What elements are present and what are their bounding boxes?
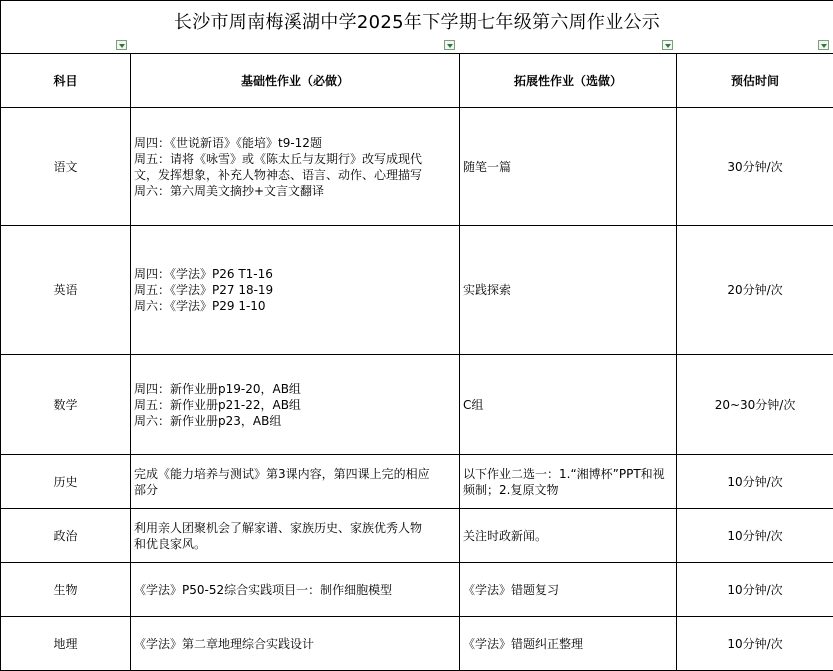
- subject-cell[interactable]: 地理: [1, 617, 131, 671]
- time-cell[interactable]: 10分钟/次: [677, 509, 833, 563]
- basic-cell[interactable]: [131, 563, 460, 617]
- basic-line: 周六：《学法》P29 1-10: [134, 299, 266, 313]
- time-cell[interactable]: 10分钟/次: [677, 455, 833, 509]
- basic-line: 周六：第六周美文摘抄+文言文翻译: [134, 183, 325, 198]
- header-subject[interactable]: 科目: [1, 54, 131, 108]
- extended-cell[interactable]: 关注时政新闻。: [460, 509, 677, 563]
- basic-line: 文，发挥想象，补充人物神态、语言、动作、心理描写: [134, 167, 423, 182]
- page-title: 长沙市周南梅溪湖中学2025年下学期七年级第六周作业公示: [173, 11, 661, 33]
- basic-line: 周四：《世说新语》《能培》t9-12题: [134, 135, 322, 150]
- table-row: [1, 509, 833, 563]
- basic-line: 周六：新作业册p23，AB组: [134, 413, 282, 428]
- header-time[interactable]: 预估时间: [677, 54, 833, 108]
- basic-line: 完成《能力培养与测试》第3课内容，第四课上完的相应: [134, 466, 430, 481]
- basic-line: 部分: [134, 482, 159, 497]
- table-row: [1, 108, 833, 226]
- header-basic[interactable]: 基础性作业（必做）: [131, 54, 460, 108]
- basic-cell[interactable]: [131, 108, 460, 226]
- header-row: [1, 54, 833, 108]
- filter-dropdown-icon[interactable]: [444, 40, 455, 50]
- extended-cell[interactable]: 实践探索: [460, 226, 677, 355]
- basic-line: 周五：《学法》P27 18-19: [134, 283, 274, 297]
- time-cell[interactable]: 20分钟/次: [677, 226, 833, 355]
- table-row: [1, 563, 833, 617]
- basic-line: 周四：《学法》P26 T1-16: [134, 267, 273, 281]
- table-row: [1, 455, 833, 509]
- basic-line: 和优良家风。: [134, 536, 207, 551]
- basic-line: 利用亲人团聚机会了解家谱、家族历史、家族优秀人物: [134, 520, 423, 535]
- table-row: [1, 617, 833, 671]
- extended-cell[interactable]: 以下作业二选一：1.“湘博杯”PPT和视频制；2.复原文物: [460, 455, 677, 509]
- time-cell[interactable]: 10分钟/次: [677, 563, 833, 617]
- extended-cell[interactable]: 《学法》错题复习: [460, 563, 677, 617]
- basic-cell[interactable]: [131, 226, 460, 355]
- basic-line: 周五：新作业册p21-22，AB组: [134, 397, 301, 412]
- basic-cell[interactable]: [131, 617, 460, 671]
- basic-cell[interactable]: [131, 455, 460, 509]
- table-row: [1, 355, 833, 455]
- extended-cell[interactable]: 随笔一篇: [460, 108, 677, 226]
- table-row: [1, 226, 833, 355]
- filter-dropdown-icon[interactable]: [818, 40, 829, 50]
- header-extended[interactable]: 拓展性作业（选做）: [460, 54, 677, 108]
- subject-cell[interactable]: 英语: [1, 226, 131, 355]
- basic-cell[interactable]: [131, 355, 460, 455]
- subject-cell[interactable]: 历史: [1, 455, 131, 509]
- subject-cell[interactable]: 生物: [1, 563, 131, 617]
- subject-cell[interactable]: 政治: [1, 509, 131, 563]
- filter-dropdown-icon[interactable]: [116, 40, 127, 50]
- basic-line: 周五：请将《咏雪》或《陈太丘与友期行》改写成现代: [134, 151, 423, 166]
- time-cell[interactable]: 30分钟/次: [677, 108, 833, 226]
- basic-cell[interactable]: [131, 509, 460, 563]
- extended-cell[interactable]: 《学法》错题纠正整理: [460, 617, 677, 671]
- extended-cell[interactable]: C组: [460, 355, 677, 455]
- basic-line: 《学法》第二章地理综合实践设计: [134, 636, 315, 651]
- basic-line: 《学法》P50-52综合实践项目一：制作细胞模型: [134, 582, 393, 597]
- subject-cell[interactable]: 语文: [1, 108, 131, 226]
- filter-dropdown-icon[interactable]: [662, 40, 673, 50]
- subject-cell[interactable]: 数学: [1, 355, 131, 455]
- basic-line: 周四：新作业册p19-20，AB组: [134, 381, 301, 396]
- time-cell[interactable]: 10分钟/次: [677, 617, 833, 671]
- time-cell[interactable]: 20~30分钟/次: [677, 355, 833, 455]
